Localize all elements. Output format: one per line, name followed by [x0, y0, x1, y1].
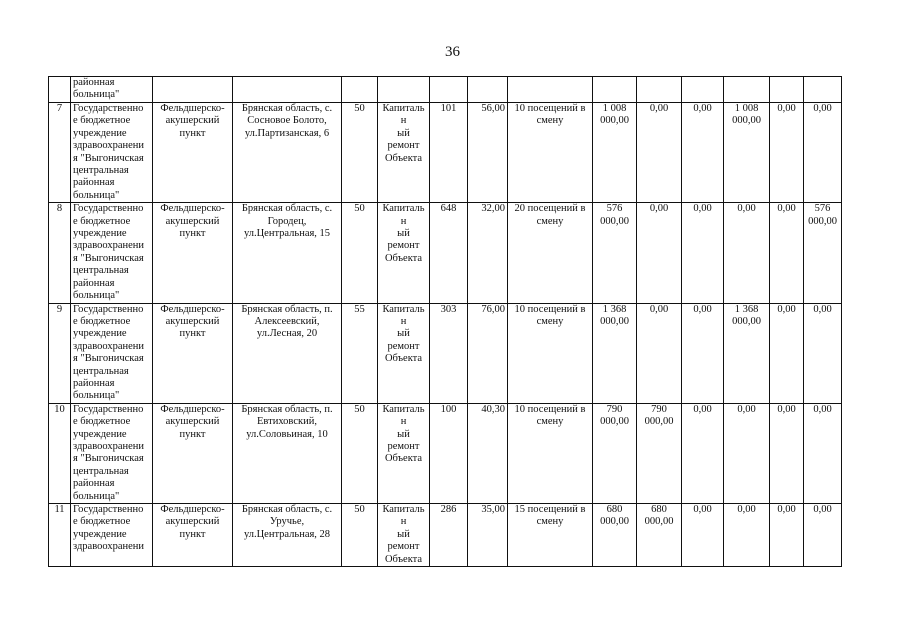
- value-cell: [342, 77, 378, 103]
- table-row: [49, 203, 842, 303]
- capacity-cell: 10 посещений в смену: [508, 103, 593, 203]
- organization-cell: Государственно е бюджетное учреждение здравоохранени я "Выгоничская центральная районная больница": [71, 203, 153, 303]
- row-number-cell: 10: [49, 403, 71, 503]
- page-number: 36: [445, 44, 460, 60]
- amount-cell: 0,00: [770, 103, 804, 203]
- value-cell: 55: [342, 303, 378, 403]
- address-cell: Брянская область, с. Сосновое Болото, ул.Партизанская, 6: [233, 103, 342, 203]
- value-cell: [430, 77, 468, 103]
- amount-cell: 1 008 000,00: [724, 103, 770, 203]
- amount-cell: 790 000,00: [637, 403, 682, 503]
- row-number-cell: 9: [49, 303, 71, 403]
- organization-cell: районная больница": [71, 77, 153, 103]
- total-cell: 1 008 000,00: [593, 103, 637, 203]
- amount-cell: 0,00: [682, 103, 724, 203]
- amount-cell: 0,00: [770, 504, 804, 567]
- row-number-cell: [49, 77, 71, 103]
- row-number-cell: 8: [49, 203, 71, 303]
- amount-cell: 0,00: [682, 403, 724, 503]
- amount-cell: 0,00: [804, 403, 842, 503]
- value-cell: 32,00: [468, 203, 508, 303]
- total-cell: 680 000,00: [593, 504, 637, 567]
- value-cell: 56,00: [468, 103, 508, 203]
- amount-cell: 0,00: [637, 203, 682, 303]
- amount-cell: 1 368 000,00: [724, 303, 770, 403]
- value-cell: 35,00: [468, 504, 508, 567]
- work-type-cell: Капитальн ый ремонт Объекта: [378, 504, 430, 567]
- amount-cell: 0,00: [682, 303, 724, 403]
- value-cell: 40,30: [468, 403, 508, 503]
- address-cell: Брянская область, п. Алексеевский, ул.Лесная, 20: [233, 303, 342, 403]
- value-cell: 286: [430, 504, 468, 567]
- row-number-cell: 11: [49, 504, 71, 567]
- capacity-cell: 10 посещений в смену: [508, 303, 593, 403]
- value-cell: 303: [430, 303, 468, 403]
- address-cell: Брянская область, п. Евтиховский, ул.Соловьиная, 10: [233, 403, 342, 503]
- address-cell: Брянская область, с. Городец, ул.Центральная, 15: [233, 203, 342, 303]
- capacity-cell: 10 посещений в смену: [508, 403, 593, 503]
- capacity-cell: 20 посещений в смену: [508, 203, 593, 303]
- amount-cell: 0,00: [637, 103, 682, 203]
- address-cell: Брянская область, с. Уручье, ул.Центральная, 28: [233, 504, 342, 567]
- amount-cell: [770, 77, 804, 103]
- amount-cell: [682, 77, 724, 103]
- address-cell: [233, 77, 342, 103]
- amount-cell: 0,00: [770, 403, 804, 503]
- capacity-cell: [508, 77, 593, 103]
- amount-cell: [724, 77, 770, 103]
- value-cell: 50: [342, 504, 378, 567]
- value-cell: 648: [430, 203, 468, 303]
- value-cell: 50: [342, 103, 378, 203]
- amount-cell: 0,00: [804, 504, 842, 567]
- amount-cell: 0,00: [770, 303, 804, 403]
- facility-type-cell: Фельдшерско- акушерский пункт: [153, 303, 233, 403]
- facility-type-cell: Фельдшерско- акушерский пункт: [153, 203, 233, 303]
- facilities-table: [48, 76, 842, 567]
- total-cell: 1 368 000,00: [593, 303, 637, 403]
- value-cell: [468, 77, 508, 103]
- organization-cell: Государственно е бюджетное учреждение здравоохранени я "Выгоничская центральная районная больница": [71, 303, 153, 403]
- capacity-cell: 15 посещений в смену: [508, 504, 593, 567]
- facility-type-cell: Фельдшерско- акушерский пункт: [153, 504, 233, 567]
- organization-cell: Государственно е бюджетное учреждение здравоохранени я "Выгоничская центральная районная больница": [71, 103, 153, 203]
- amount-cell: 0,00: [682, 203, 724, 303]
- facility-type-cell: Фельдшерско- акушерский пункт: [153, 403, 233, 503]
- table-row: [49, 504, 842, 567]
- organization-cell: Государственно е бюджетное учреждение здравоохранени я "Выгоничская центральная районная больница": [71, 403, 153, 503]
- value-cell: 50: [342, 403, 378, 503]
- amount-cell: 0,00: [637, 303, 682, 403]
- amount-cell: 0,00: [724, 504, 770, 567]
- work-type-cell: Капитальн ый ремонт Объекта: [378, 403, 430, 503]
- amount-cell: 0,00: [724, 403, 770, 503]
- table-row: [49, 103, 842, 203]
- total-cell: [593, 77, 637, 103]
- total-cell: 576 000,00: [593, 203, 637, 303]
- total-cell: 790 000,00: [593, 403, 637, 503]
- amount-cell: [637, 77, 682, 103]
- amount-cell: 680 000,00: [637, 504, 682, 567]
- amount-cell: [804, 77, 842, 103]
- work-type-cell: [378, 77, 430, 103]
- value-cell: 76,00: [468, 303, 508, 403]
- value-cell: 101: [430, 103, 468, 203]
- table-row: [49, 403, 842, 503]
- amount-cell: 576 000,00: [804, 203, 842, 303]
- amount-cell: 0,00: [804, 103, 842, 203]
- work-type-cell: Капитальн ый ремонт Объекта: [378, 103, 430, 203]
- amount-cell: 0,00: [724, 203, 770, 303]
- organization-cell: Государственно е бюджетное учреждение здравоохранени: [71, 504, 153, 567]
- facility-type-cell: [153, 77, 233, 103]
- value-cell: 100: [430, 403, 468, 503]
- work-type-cell: Капитальн ый ремонт Объекта: [378, 203, 430, 303]
- amount-cell: 0,00: [770, 203, 804, 303]
- amount-cell: 0,00: [682, 504, 724, 567]
- value-cell: 50: [342, 203, 378, 303]
- table-row: [49, 303, 842, 403]
- amount-cell: 0,00: [804, 303, 842, 403]
- facility-type-cell: Фельдшерско- акушерский пункт: [153, 103, 233, 203]
- work-type-cell: Капитальн ый ремонт Объекта: [378, 303, 430, 403]
- carry-over-row: [49, 77, 842, 103]
- row-number-cell: 7: [49, 103, 71, 203]
